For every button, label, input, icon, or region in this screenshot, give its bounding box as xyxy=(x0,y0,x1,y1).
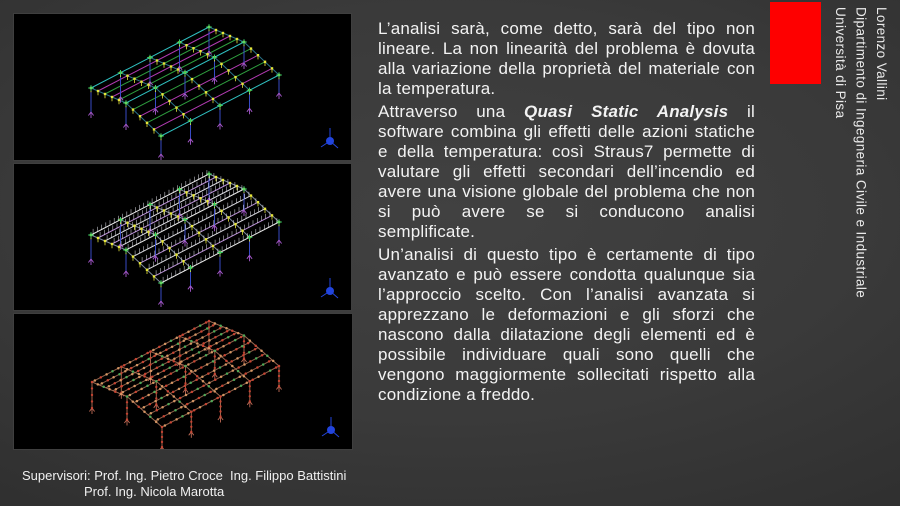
department-name: Dipartimento di Ingegneria Civile e Industriale xyxy=(853,7,869,299)
paragraph-quasi-static xyxy=(378,102,755,242)
xyz-axis-icon xyxy=(321,278,338,298)
red-accent-rectangle xyxy=(770,2,821,84)
author-name: Lorenzo Vallini xyxy=(874,7,889,101)
paragraph-1-text: L’analisi sarà, come detto, sarà del tipo non lineare. La non linearità del problema è dovuta alla variazione della proprietà del materiale con la temperatura. xyxy=(378,19,755,98)
xyz-axis-icon xyxy=(322,417,339,437)
university-name: Università di Pisa xyxy=(833,7,848,119)
supervisor-battistini: Ing. Filippo Battistini xyxy=(230,468,347,483)
supervisor-croce: Prof. Ing. Pietro Croce xyxy=(94,468,223,483)
author-sidebar xyxy=(830,7,892,298)
paragraph-2-suffix: il software combina gli effetti delle azioni statiche e della temperatura: così Straus7 permette di valutare gli effetti secondari dell’incendio ed avere una visione globale del problema che non si può avere se si conducono analisi semplificate. xyxy=(378,102,755,241)
body-text xyxy=(378,19,755,408)
straus7-results-figure xyxy=(13,313,353,450)
quasi-static-analysis-emphasis: Quasi Static Analysis xyxy=(524,102,729,121)
paragraph-advanced-analysis xyxy=(378,245,755,405)
straus7-model-wireframe xyxy=(14,14,351,160)
straus7-loads-figure xyxy=(13,163,352,311)
footer-line-1 xyxy=(22,468,223,484)
xyz-axis-icon xyxy=(321,128,338,148)
paragraph-3-text: Un’analisi di questo tipo è certamente di tipo avanzato e può essere condotta qualunque sia l’approccio scelto. Con l’analisi avanzata si apprezzano le deformazioni e gli sforzi che nascono dalla dilatazione degli elementi ed è possibile individuare quali sono quelli che vengono maggiormente sollecitati rispetto alla condizione a freddo. xyxy=(378,245,755,404)
straus7-model-figure xyxy=(13,13,352,161)
supervisor-marotta: Prof. Ing. Nicola Marotta xyxy=(84,484,225,499)
paragraph-2-prefix: Attraverso una xyxy=(378,102,525,121)
straus7-loads-wireframe xyxy=(14,164,351,310)
paragraph-analysis-type xyxy=(378,19,755,99)
straus7-results-wireframe xyxy=(14,314,352,449)
supervisors-label: Supervisori: xyxy=(22,468,91,483)
